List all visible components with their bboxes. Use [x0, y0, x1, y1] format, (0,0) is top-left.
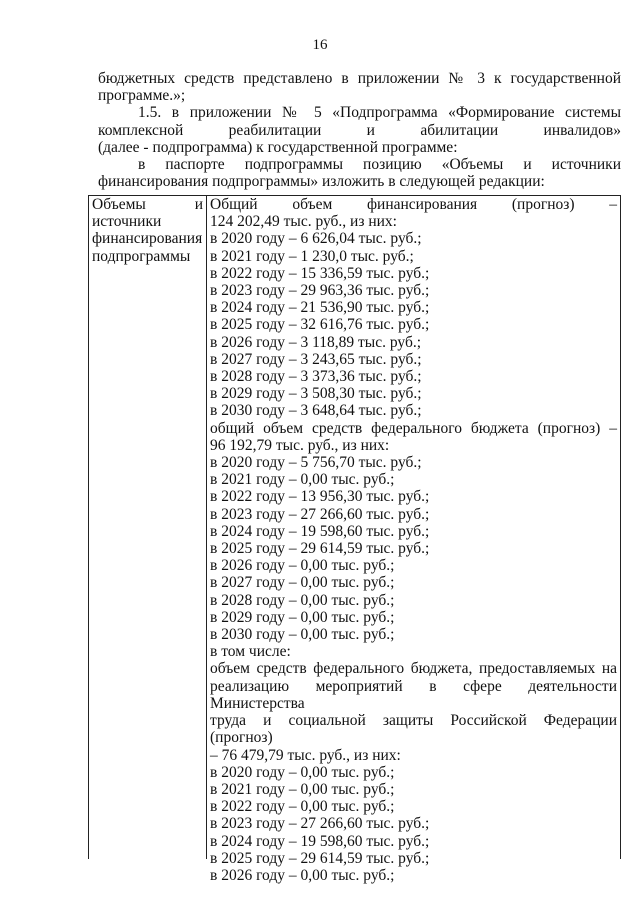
intro-line: комплексной реабилитации и абилитации инвалидов»: [98, 121, 621, 139]
year-amount-line: в 2024 году – 19 598,60 тыс. руб.;: [210, 832, 430, 850]
year-amount-line: в 2029 году – 0,00 тыс. руб.;: [210, 608, 395, 626]
year-amount-line: в 2027 году – 3 243,65 тыс. руб.;: [210, 350, 422, 368]
label-line: источники: [92, 213, 162, 231]
year-amount-line: в 2025 году – 29 614,59 тыс. руб.;: [210, 540, 430, 558]
intro-line: финансирования подпрограммы» изложить в следующей редакции:: [98, 173, 545, 191]
intro-line: программе.»;: [98, 87, 186, 105]
year-amount-line: в 2022 году – 0,00 тыс. руб.;: [210, 798, 395, 816]
year-amount-line: в 2023 году – 27 266,60 тыс. руб.;: [210, 815, 430, 833]
ministry-funding-line: реализацию мероприятий в сфере деятельности Министерства: [210, 677, 617, 712]
year-amount-line: в 2028 году – 3 373,36 тыс. руб.;: [210, 368, 422, 386]
year-amount-line: в 2022 году – 13 956,30 тыс. руб.;: [210, 488, 430, 506]
year-amount-line: в 2021 году – 0,00 тыс. руб.;: [210, 471, 395, 489]
year-amount-line: в 2026 году – 3 118,89 тыс. руб.;: [210, 333, 422, 351]
total-funding-line: 124 202,49 тыс. руб., из них:: [210, 213, 397, 231]
year-amount-line: в 2024 году – 19 598,60 тыс. руб.;: [210, 522, 430, 540]
year-amount-line: в 2030 году – 0,00 тыс. руб.;: [210, 626, 395, 644]
total-funding-line: Общий объем финансирования (прогноз) –: [210, 196, 617, 213]
funding-table-value-cell: [207, 196, 620, 884]
ministry-funding-years: [210, 764, 617, 884]
federal-funding-line: 96 192,79 тыс. руб., из них:: [210, 436, 390, 454]
year-amount-line: в 2027 году – 0,00 тыс. руб.;: [210, 574, 395, 592]
year-amount-line: в 2020 году – 0,00 тыс. руб.;: [210, 763, 395, 781]
total-funding-years: [210, 230, 617, 419]
ministry-funding-line: объем средств федерального бюджета, предоставляемых на: [210, 660, 617, 678]
label-line: финансирования: [92, 230, 203, 248]
label-line: Объемы и: [92, 196, 203, 213]
label-line: подпрограммы: [92, 247, 191, 265]
intro-line: бюджетных средств представлено в приложении № 3 к государственной: [98, 70, 621, 87]
year-amount-line: в 2030 году – 3 648,64 тыс. руб.;: [210, 402, 422, 420]
year-amount-line: в 2023 году – 29 963,36 тыс. руб.;: [210, 282, 430, 300]
ministry-funding-line: труда и социальной защиты Российской Федерации (прогноз): [210, 712, 617, 747]
including-label: в том числе:: [210, 643, 291, 661]
year-amount-line: в 2024 году – 21 536,90 тыс. руб.;: [210, 299, 430, 317]
year-amount-line: в 2026 году – 0,00 тыс. руб.;: [210, 866, 395, 884]
year-amount-line: в 2026 году – 0,00 тыс. руб.;: [210, 557, 395, 575]
federal-funding-years: [210, 454, 617, 643]
page-number: 16: [312, 37, 328, 53]
funding-table-label-cell: [89, 196, 207, 859]
ministry-funding-line: – 76 479,79 тыс. руб., из них:: [210, 746, 401, 764]
year-amount-line: в 2020 году – 6 626,04 тыс. руб.;: [210, 230, 422, 248]
federal-funding-line: общий объем средств федерального бюджета (прогноз) –: [210, 419, 617, 437]
year-amount-line: в 2021 году – 1 230,0 тыс. руб.;: [210, 247, 414, 265]
year-amount-line: в 2028 году – 0,00 тыс. руб.;: [210, 591, 395, 609]
year-amount-line: в 2029 году – 3 508,30 тыс. руб.;: [210, 385, 422, 403]
year-amount-line: в 2021 году – 0,00 тыс. руб.;: [210, 780, 395, 798]
year-amount-line: в 2022 году – 15 336,59 тыс. руб.;: [210, 264, 430, 282]
funding-table: [88, 195, 621, 884]
intro-line: в паспорте подпрограммы позицию «Объемы и источники: [138, 156, 621, 174]
year-amount-line: в 2025 году – 29 614,59 тыс. руб.;: [210, 849, 430, 867]
year-amount-line: в 2020 году – 5 756,70 тыс. руб.;: [210, 454, 422, 472]
year-amount-line: в 2025 году – 32 616,76 тыс. руб.;: [210, 316, 430, 334]
intro-line: 1.5. в приложении № 5 «Подпрограмма «Формирование системы: [138, 104, 621, 122]
intro-text: [98, 70, 621, 190]
year-amount-line: в 2023 году – 27 266,60 тыс. руб.;: [210, 505, 430, 523]
intro-line: (далее - подпрограмма) к государственной программе:: [98, 138, 458, 156]
